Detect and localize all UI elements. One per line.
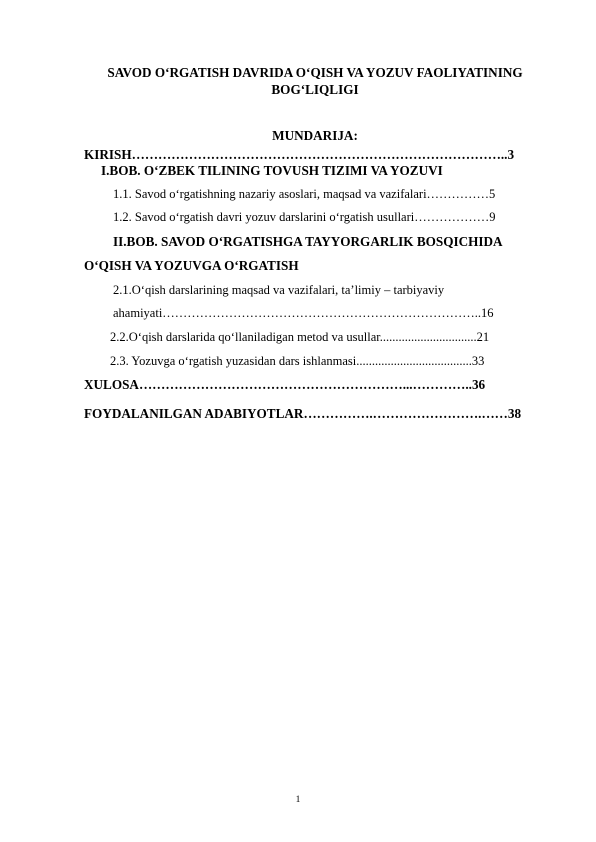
toc-entry-2-1: 2.1.O‘qish darslarining maqsad va vazifalari, ta’limiy – tarbiyaviy (113, 283, 445, 297)
document-title (80, 64, 550, 98)
toc-entry-1-2: 1.2. Savod o‘rgatish davri yozuv darslarini o‘rgatish usullari………………9 (113, 210, 496, 224)
toc-entry-chapter-2: II.BOB. SAVOD O‘RGATISHGA TAYYORGARLIK BOSQICHIDA (113, 234, 503, 249)
title-line-1: SAVOD O‘RGATISH DAVRIDA O‘QISH VA YOZUV FAOLIYATINING (107, 65, 523, 80)
toc-entry-1-1: 1.1. Savod o‘rgatishning nazariy asoslari, maqsad va vazifalari……………5 (113, 187, 496, 201)
title-line-2: BOG‘LIQLIGI (271, 82, 359, 97)
toc-entry-chapter-2-cont: O‘QISH VA YOZUVGA O‘RGATISH (84, 258, 299, 273)
toc-entry-2-1-cont: ahamiyati…………………………………………………………………..16 (113, 306, 494, 320)
toc-entry-2-2: 2.2.O‘qish darslarida qo‘llaniladigan metod va usullar...............................21 (110, 330, 490, 344)
toc-heading: MUNDARIJA: (272, 128, 358, 143)
toc-entry-2-3: 2.3. Yozuvga o‘rgatish yuzasidan dars ishlanmasi.....................................33 (110, 354, 485, 368)
toc-entry-chapter-1: I.BOB. O‘ZBEK TILINING TOVUSH TIZIMI VA YOZUVI (101, 163, 443, 178)
toc-entry-xulosa: XULOSA……………………………………………………...…………..36 (84, 377, 486, 392)
toc-entry-kirish: KIRISH…………………………………………………………………………..3 (84, 147, 515, 162)
page-number: 1 (295, 795, 301, 805)
toc-entry-adabiyotlar: FOYDALANILGAN ADABIYOTLAR…………….…………………….……38 (84, 406, 522, 421)
